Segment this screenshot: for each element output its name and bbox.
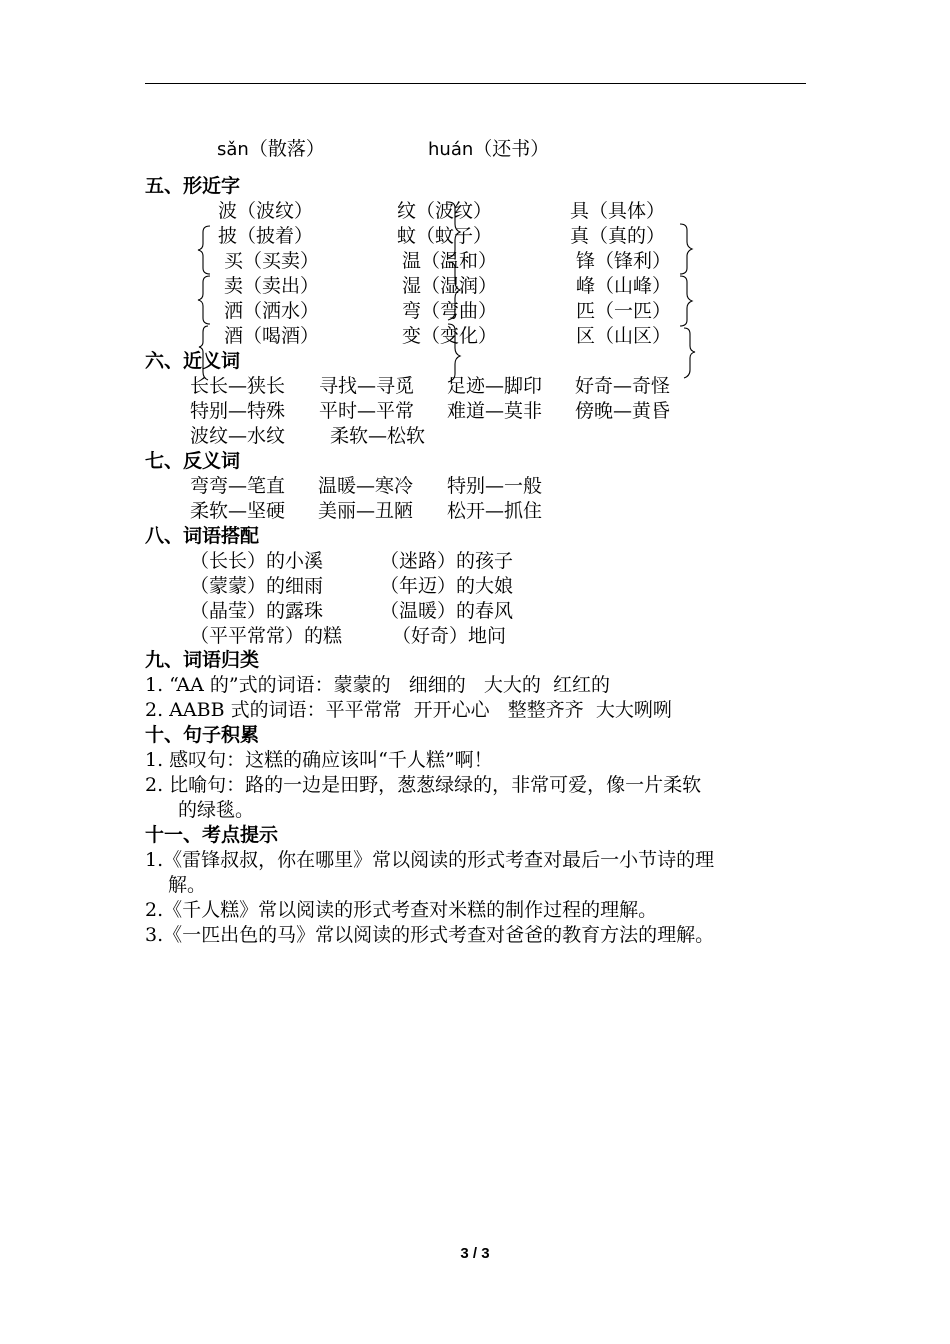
right-brace-3	[684, 328, 695, 378]
exam-tip-2: 2.《千人糕》常以阅读的形式考查对米糕的制作过程的理解。	[145, 899, 658, 921]
antonym-2-2: 美丽—丑陋	[318, 500, 414, 522]
synonym-1-4: 好奇—奇怪	[575, 375, 671, 397]
collocation-1-1: （长长）的小溪	[190, 550, 324, 572]
right-brace-1	[680, 224, 692, 274]
synonym-2-1: 特别—特殊	[190, 400, 286, 422]
similar-char-2-6: 变（变化）	[402, 325, 498, 347]
similar-char-3-4: 峰（山峰）	[576, 275, 672, 297]
section-6-title: 六、近义词	[145, 350, 241, 372]
synonym-1-2: 寻找—寻觅	[319, 375, 415, 397]
section-9-title: 九、词语归类	[145, 649, 260, 671]
mid-brace-2	[448, 262, 460, 320]
similar-char-3-5: 匹（一匹）	[576, 300, 672, 322]
antonym-2-1: 柔软—坚硬	[190, 500, 286, 522]
collocation-4-2: （好奇）地问	[392, 625, 507, 647]
collocation-1-2: （迷路）的孩子	[380, 550, 514, 572]
sentence-line-1: 1. 感叹句：这糕的确应该叫“千人糕”啊！	[145, 749, 493, 771]
mid-brace-1	[448, 202, 460, 258]
left-brace-1	[198, 226, 210, 274]
exam-tip-1a: 1.《雷锋叔叔，你在哪里》常以阅读的形式考查对最后一小节诗的理	[145, 849, 715, 871]
pinyin-item-2: huán（还书）	[428, 138, 550, 160]
sentence-line-2b: 的绿毯。	[178, 799, 255, 821]
similar-char-3-3: 锋（锋利）	[576, 250, 672, 272]
synonym-1-1: 长长—狭长	[190, 375, 286, 397]
pinyin-item-1: sǎn（散落）	[217, 138, 325, 160]
grouping-braces	[0, 0, 950, 400]
collocation-3-1: （晶莹）的露珠	[190, 600, 324, 622]
synonym-1-3: 足迹—脚印	[447, 375, 543, 397]
similar-char-3-6: 区（山区）	[576, 325, 672, 347]
page-number: 3 / 3	[460, 1245, 490, 1262]
exam-tip-3: 3.《一匹出色的马》常以阅读的形式考查对爸爸的教育方法的理解。	[145, 924, 715, 946]
section-11-title: 十一、考点提示	[145, 824, 279, 846]
similar-char-1-4: 卖（卖出）	[224, 275, 320, 297]
right-brace-2	[680, 276, 692, 326]
similar-char-3-1: 具（具体）	[570, 200, 666, 222]
similar-char-2-1: 纹（波纹）	[397, 200, 493, 222]
synonym-3-2: 柔软—松软	[330, 425, 426, 447]
similar-char-1-3: 买（买卖）	[224, 250, 320, 272]
section-8-title: 八、词语搭配	[145, 525, 260, 547]
section-5-title: 五、形近字	[145, 175, 241, 197]
synonym-2-3: 难道—莫非	[447, 400, 543, 422]
collocation-2-2: （年迈）的大娘	[380, 575, 514, 597]
classification-line-1: 1. “AA 的”式的词语：蒙蒙的 细细的 大大的 红红的	[145, 674, 610, 696]
synonym-3-1: 波纹—水纹	[190, 425, 286, 447]
antonym-1-3: 特别—一般	[447, 475, 543, 497]
similar-char-1-6: 酒（喝酒）	[224, 325, 320, 347]
antonym-1-2: 温暖—寒冷	[318, 475, 414, 497]
synonym-2-2: 平时—平常	[319, 400, 415, 422]
exam-tip-1b: 解。	[168, 874, 207, 896]
antonym-1-1: 弯弯—笔直	[190, 475, 286, 497]
synonym-2-4: 傍晚—黄昏	[575, 400, 671, 422]
similar-char-2-3: 温（温和）	[402, 250, 498, 272]
similar-char-2-2: 蚊（蚊子）	[397, 225, 493, 247]
collocation-4-1: （平平常常）的糕	[190, 625, 343, 647]
classification-line-2: 2. AABB 式的词语：平平常常 开开心心 整整齐齐 大大咧咧	[145, 699, 672, 721]
similar-char-1-1: 波（波纹）	[218, 200, 314, 222]
similar-char-1-2: 披（披着）	[218, 225, 314, 247]
section-7-title: 七、反义词	[145, 450, 241, 472]
similar-char-2-4: 湿（湿润）	[402, 275, 498, 297]
left-brace-2	[198, 276, 210, 324]
antonym-2-3: 松开—抓住	[447, 500, 543, 522]
collocation-2-1: （蒙蒙）的细雨	[190, 575, 324, 597]
sentence-line-2a: 2. 比喻句：路的一边是田野，葱葱绿绿的，非常可爱，像一片柔软	[145, 774, 702, 796]
section-10-title: 十、句子积累	[145, 724, 260, 746]
similar-char-3-2: 真（真的）	[570, 225, 666, 247]
similar-char-1-5: 洒（洒水）	[224, 300, 320, 322]
similar-char-2-5: 弯（弯曲）	[402, 300, 498, 322]
collocation-3-2: （温暖）的春风	[380, 600, 514, 622]
